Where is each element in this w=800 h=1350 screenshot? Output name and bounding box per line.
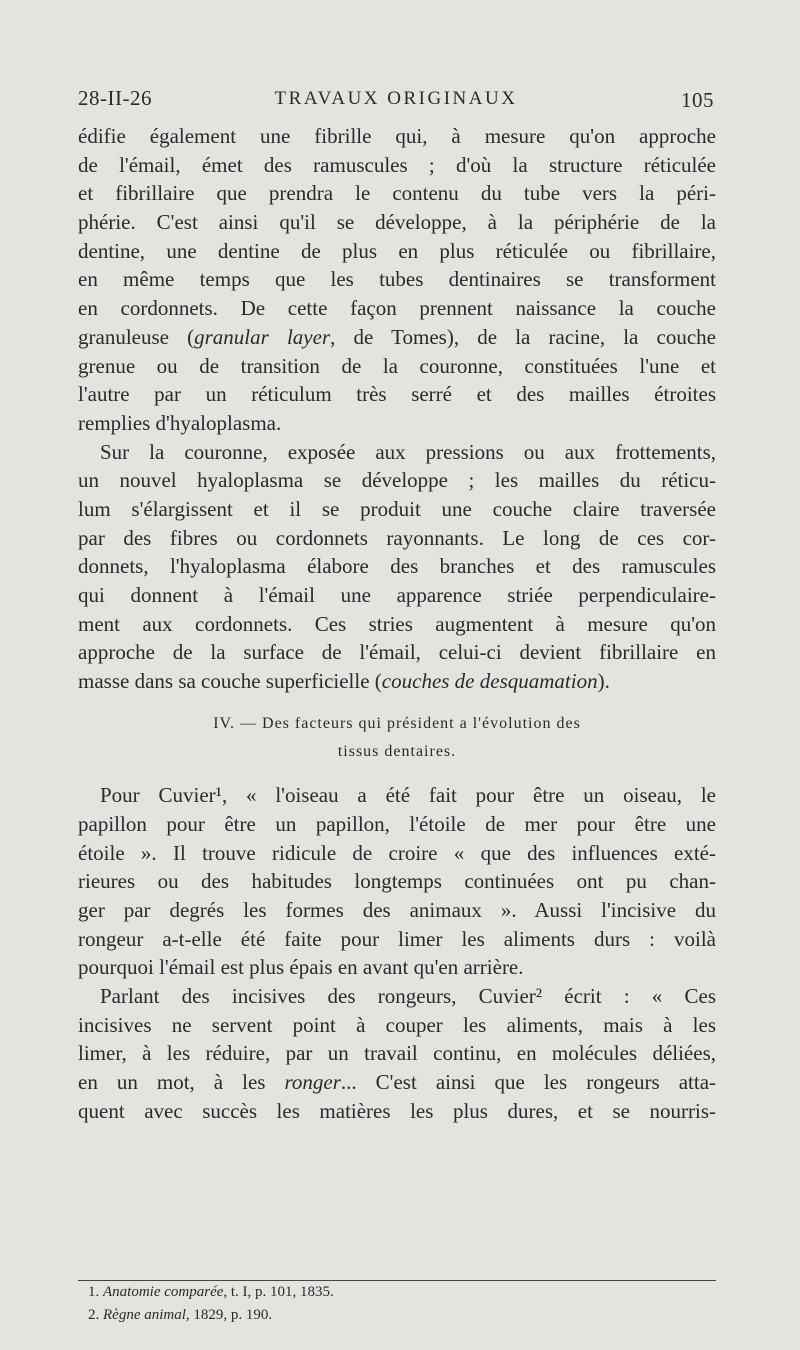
- text-line: papillon pour être un papillon, l'étoile de mer pour être une: [78, 811, 716, 836]
- header-title: TRAVAUX ORIGINAUX: [274, 88, 518, 109]
- text-line: de l'émail, émet des ramuscules ; d'où la structure réticulée: [78, 152, 716, 177]
- text-line: quent avec succès les matières les plus dures, et se nourris-: [78, 1098, 716, 1123]
- text-line: dentine, une dentine de plus en plus réticulée ou fibrillaire,: [78, 238, 716, 263]
- text-line: remplies d'hyaloplasma.: [78, 410, 282, 435]
- text-line: un nouvel hyaloplasma se développe ; les mailles du réticu-: [78, 468, 716, 493]
- text-line: rieures ou des habitudes longtemps continuées ont pu chan-: [78, 869, 716, 894]
- text-line: ger par degrés les formes des animaux ». Aussi l'incisive du: [78, 897, 716, 922]
- section-heading-line1: IV. — Des facteurs qui président a l'évolution des: [213, 714, 581, 732]
- text-line: en cordonnets. De cette façon prennent naissance la couche: [78, 296, 716, 321]
- text-line: rongeur a-t-elle été faite pour limer les aliments durs : voilà: [78, 926, 716, 951]
- text-line: phérie. C'est ainsi qu'il se développe, à la périphérie de la: [78, 210, 716, 235]
- text-line: donnets, l'hyaloplasma élabore des branches et des ramuscules: [78, 554, 716, 579]
- text-line: l'autre par un réticulum très serré et des mailles étroites: [78, 382, 716, 407]
- section-heading-line2: tissus dentaires.: [337, 743, 457, 761]
- footnote-1: 1. Anatomie comparée, t. I, p. 101, 1835.: [88, 1284, 334, 1300]
- running-header: [78, 86, 714, 116]
- text-line: masse dans sa couche superficielle (couches de desquamation).: [78, 669, 610, 694]
- text-line: incisives ne servent point à couper les aliments, mais à les: [78, 1012, 716, 1037]
- text-line: Parlant des incisives des rongeurs, Cuvier² écrit : « Ces: [100, 983, 716, 1008]
- text-line: Sur la couronne, exposée aux pressions ou aux frottements,: [100, 439, 716, 464]
- text-line: par des fibres ou cordonnets rayonnants. Le long de ces cor-: [78, 525, 716, 550]
- text-line: ment aux cordonnets. Ces stries augmentent à mesure qu'on: [78, 611, 716, 636]
- text-line: Pour Cuvier¹, « l'oiseau a été fait pour être un oiseau, le: [100, 783, 716, 808]
- page-number: 105: [681, 88, 714, 112]
- text-line: édifie également une fibrille qui, à mesure qu'on approche: [78, 124, 716, 148]
- text-line: en un mot, à les ronger... C'est ainsi que les rongeurs atta-: [78, 1070, 717, 1094]
- text-line: et fibrillaire que prendra le contenu du tube vers la péri-: [78, 181, 716, 206]
- text-line: en même temps que les tubes dentinaires se transforment: [78, 267, 716, 292]
- text-line: étoile ». Il trouve ridicule de croire « que des influences exté-: [78, 840, 716, 865]
- text-line: qui donnent à l'émail une apparence striée perpendiculaire-: [78, 583, 716, 607]
- text-line: granuleuse (granular layer, de Tomes), de la racine, la couche: [78, 324, 717, 349]
- text-line: limer, à les réduire, par un travail continu, en molécules déliées,: [78, 1041, 716, 1066]
- footnotes: [88, 1281, 334, 1327]
- text-line: lum s'élargissent et il se produit une couche claire traversée: [78, 496, 716, 521]
- page-body: [78, 122, 716, 1125]
- header-date: 28-II-26: [78, 86, 152, 110]
- text-line: pourquoi l'émail est plus épais en avant qu'en arrière.: [78, 955, 524, 980]
- footnote-2: 2. Règne animal, 1829, p. 190.: [88, 1307, 273, 1323]
- text-line: grenue ou de transition de la couronne, constituées l'une et: [78, 353, 716, 378]
- text-line: approche de la surface de l'émail, celui-ci devient fibrillaire en: [78, 640, 716, 665]
